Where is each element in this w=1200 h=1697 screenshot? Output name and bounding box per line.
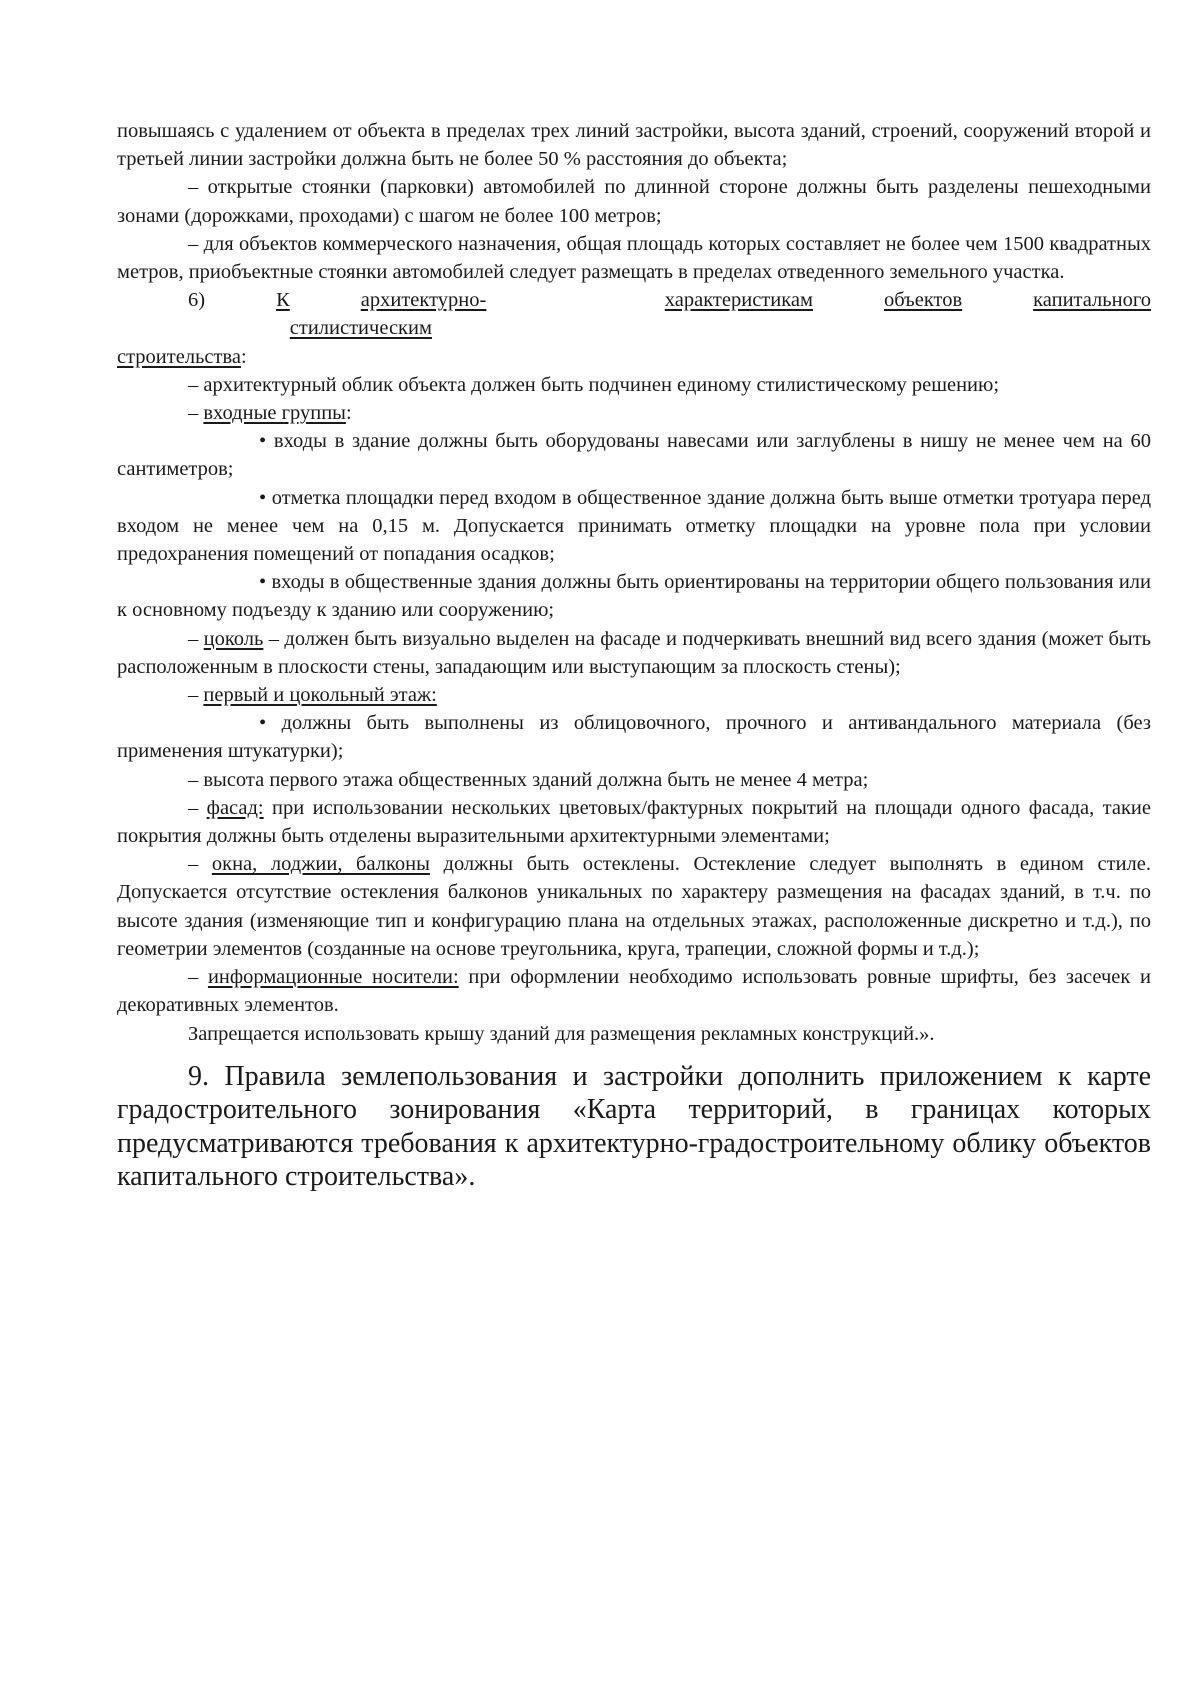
- bullet-icon: •: [259, 486, 267, 509]
- paragraph-item-9: 9. Правила землепользования и застройки дополнить приложением к карте градостроительного зонирования «Карта территорий, в границах которых предусматриваются требования к архитектурно-градостроительному облику объектов капитального строительства».: [117, 1060, 1151, 1193]
- dash: –: [188, 966, 208, 989]
- item-label: окна, лоджии, балконы: [211, 853, 430, 876]
- paragraph-roof-advertising: Запрещается использовать крышу зданий для размещения рекламных конструкций.».: [188, 1022, 935, 1045]
- dash: –: [188, 853, 212, 876]
- bullet-text: входы в здание должны быть оборудованы навесами или заглублены в нишу не менее чем на 60 сантиметров;: [117, 430, 1151, 481]
- paragraph-floor-height: – высота первого этажа общественных зданий должна быть не менее 4 метра;: [188, 768, 869, 791]
- bullet-icon: •: [259, 712, 267, 735]
- paragraph-facade: [117, 794, 1151, 850]
- bullet-item-platform-level: [117, 484, 1151, 569]
- item-label: входные группы: [203, 402, 346, 425]
- section-heading-word: строительства: [117, 345, 241, 368]
- item-text: при использовании нескольких цветовых/фактурных покрытий на площади одного фасада, такие покрытия должны быть отделены выразительными архитектурными элементами;: [117, 796, 1152, 848]
- dash: –: [188, 796, 207, 819]
- section-heading-word: капитального: [1033, 289, 1151, 312]
- document-body: [117, 117, 1151, 1194]
- paragraph-windows-balconies: [117, 850, 1151, 963]
- paragraph-height-limits: повышаясь с удалением от объекта в пределах трех линий застройки, высота зданий, строений, сооружений второй и третьей линии застройки должна быть не более 50 % расстояния до объекта;: [117, 120, 1151, 171]
- item-label: цоколь: [203, 627, 264, 650]
- dash: –: [188, 627, 204, 650]
- bullet-text: должны быть выполнены из облицовочного, прочного и антивандального материала (без применения штукатурки);: [117, 712, 1151, 763]
- item-label: первый и цокольный этаж:: [203, 684, 437, 707]
- bullet-text: входы в общественные здания должны быть ориентированы на территории общего пользования или к основному подъезду к зданию или сооружению;: [117, 571, 1151, 622]
- paragraph-first-floor: [117, 681, 1151, 709]
- bullet-item-canopies: [117, 427, 1151, 483]
- bullet-icon: •: [259, 430, 267, 453]
- section-6-heading-continued: [117, 343, 1151, 371]
- item-text: – должен быть визуально выделен на фасаде и подчеркивать внешний вид всего здания (может быть расположенным в плоскости стены, западающим или выступающим за плоскость стены);: [117, 627, 1152, 678]
- bullet-item-cladding: [117, 709, 1151, 765]
- section-heading-word: объектов: [883, 289, 963, 312]
- bullet-icon: •: [259, 571, 267, 594]
- item-text: при оформлении необходимо использовать ровные шрифты, без засечек и декоративных элементов.: [117, 966, 1152, 1017]
- section-heading-colon: :: [240, 345, 247, 368]
- bullet-text: отметка площадки перед входом в общественное здание должна быть выше отметки тротуара перед входом не менее чем на 0,15 м. Допускается принимать отметку площадки на уровне пола при условии предохранения помещений от попадания осадков;: [117, 486, 1151, 566]
- paragraph-commercial-parking: – для объектов коммерческого назначения, общая площадь которых составляет не более чем 1500 квадратных метров, приобъектные стоянки автомобилей следует размещать в пределах отведенного земельного участка.: [117, 232, 1151, 284]
- item-label: информационные носители:: [207, 966, 459, 989]
- dash: –: [188, 684, 204, 707]
- paragraph-entrance-groups: [117, 399, 1151, 427]
- item-text: должны быть остеклены. Остекление следует выполнять в едином стиле. Допускается отсутствие остекления балконов уникальных по характеру размещения на фасадах зданий, в т.ч. по высоте здания (изменяющие тип и конфигурацию плана на отдельных этажах, расположенные дискретно и т.д.), по геометрии элементов (созданные на основе треугольника, круга, трапеции, сложной формы и т.д.);: [117, 853, 1151, 960]
- section-heading-word: архитектурно-стилистическим: [289, 289, 487, 340]
- dash: –: [188, 402, 204, 425]
- section-heading-word: характеристикам: [664, 289, 813, 312]
- paragraph-plinth: [117, 625, 1151, 681]
- section-6-heading: [117, 286, 1151, 342]
- bullet-item-entrance-orientation: [117, 568, 1151, 624]
- section-number: 6): [188, 289, 206, 312]
- paragraph-signage: [117, 963, 1151, 1019]
- item-text: :: [345, 402, 352, 425]
- paragraph-stylistic-unity: – архитектурный облик объекта должен быть подчинен единому стилистическому решению;: [188, 373, 1000, 396]
- section-heading-word: К: [276, 289, 290, 312]
- item-label: фасад:: [206, 796, 264, 819]
- paragraph-parking-zones: – открытые стоянки (парковки) автомобилей по длинной стороне должны быть разделены пешеходными зонами (дорожками, проходами) с шагом не более 100 метров;: [117, 176, 1151, 227]
